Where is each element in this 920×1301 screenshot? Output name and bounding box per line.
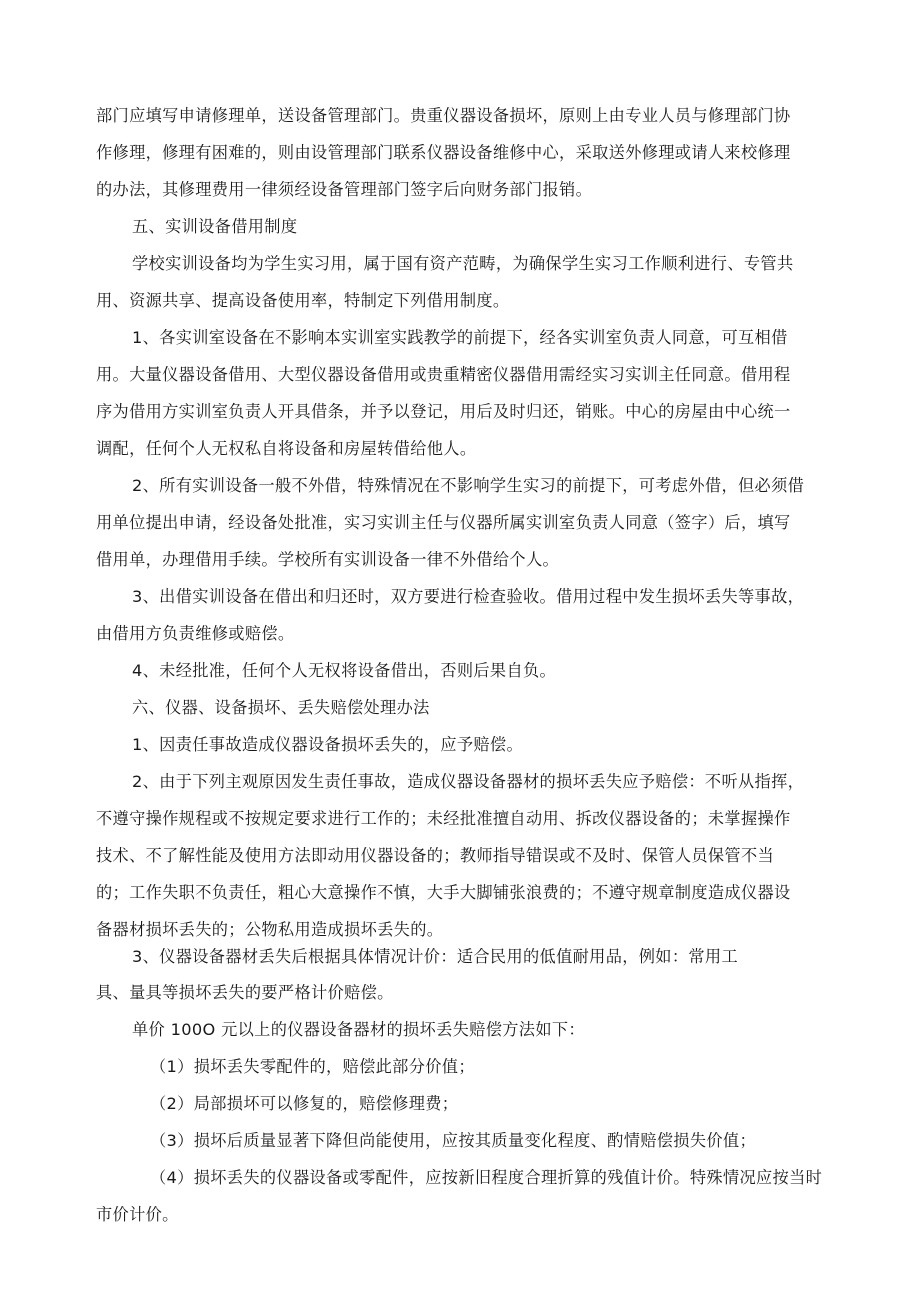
list-item: （1）损坏丢失零配件的，赔偿此部分价值；: [150, 1057, 475, 1076]
text-line: 具、量具等损坏丢失的要严格计价赔偿。: [96, 983, 394, 1002]
text-line: 借用单，办理借用手续。学校所有实训设备一律不外借给个人。: [96, 550, 560, 569]
text-line: 部门应填写申请修理单，送设备管理部门。贵重仪器设备损坏，原则上由专业人员与修理部门协: [96, 106, 791, 125]
text-line: 由借用方负责维修或赔偿。: [96, 624, 295, 643]
paragraph-line: 单价 100O 元以上的仪器设备器材的损坏丢失赔偿方法如下：: [132, 1020, 585, 1039]
text-line: 用单位提出申请，经设备处批准，实习实训主任与仪器所属实训室负责人同意（签字）后，填写: [96, 513, 791, 532]
paragraph-line: 学校实训设备均为学生实习用，属于国有资产范畴，为确保学生实习工作顺利进行、专管共: [132, 254, 794, 273]
paragraph-line: 1、因责任事故造成仪器设备损坏丢失的，应予赔偿。: [132, 735, 524, 754]
paragraph-line: 1、各实训室设备在不影响本实训室实践教学的前提下，经各实训室负责人同意，可互相借: [132, 328, 788, 347]
list-item: （2）局部损坏可以修复的，赔偿修理费；: [150, 1094, 459, 1113]
text-line: 的办法，其修理费用一律须经设备管理部门签字后向财务部门报销。: [96, 180, 593, 199]
text-line: 用。大量仪器设备借用、大型仪器设备借用或贵重精密仪器借用需经实习实训主任同意。借用程: [96, 365, 791, 384]
paragraph-line: 2、所有实训设备一般不外借，特殊情况在不影响学生实习的前提下，可考虑外借，但必须借: [132, 476, 805, 495]
paragraph-line: 2、由于下列主观原因发生责任事故，造成仪器设备器材的损坏丢失应予赔偿：不听从指挥，: [132, 772, 805, 791]
paragraph-line: 3、仪器设备器材丢失后根据具体情况计价：适合民用的低值耐用品，例如：常用工: [132, 947, 738, 966]
text-line: 序为借用方实训室负责人开具借条，并予以登记，用后及时归还，销账。中心的房屋由中心统一: [96, 402, 791, 421]
text-line: 市价计价。: [96, 1205, 179, 1224]
text-line: 用、资源共享、提高设备使用率，特制定下列借用制度。: [96, 291, 510, 310]
text-line: 不遵守操作规程或不按规定要求进行工作的；未经批准擅自动用、拆改仪器设备的；未掌握操作: [96, 809, 791, 828]
section-heading: 六、仪器、设备损坏、丢失赔偿处理办法: [132, 698, 430, 717]
text-line: 技术、不了解性能及使用方法即动用仪器设备的；教师指导错误或不及时、保管人员保管不当: [96, 846, 775, 865]
paragraph-line: 4、未经批准，任何个人无权将设备借出，否则后果自负。: [132, 661, 557, 680]
text-line: 备器材损坏丢失的；公物私用造成损坏丢失的。: [96, 920, 444, 939]
text-line: 的；工作失职不负责任，粗心大意操作不慎，大手大脚铺张浪费的；不遵守规章制度造成仪器设: [96, 883, 791, 902]
list-item: （3）损坏后质量显著下降但尚能使用，应按其质量变化程度、酌情赔偿损失价值；: [150, 1131, 756, 1150]
text-line: 调配，任何个人无权私自将设备和房屋转借给他人。: [96, 439, 477, 458]
section-heading: 五、实训设备借用制度: [132, 217, 298, 236]
paragraph-line: 3、出借实训设备在借出和归还时，双方要进行检查验收。借用过程中发生损坏丢失等事故，: [132, 587, 805, 606]
text-line: 作修理，修理有困难的，则由设管理部门联系仪器设备维修中心，采取送外修理或请人来校修理: [96, 143, 791, 162]
list-item: （4）损坏丢失的仪器设备或零配件，应按新旧程度合理折算的残值计价。特殊情况应按当时: [150, 1168, 823, 1187]
